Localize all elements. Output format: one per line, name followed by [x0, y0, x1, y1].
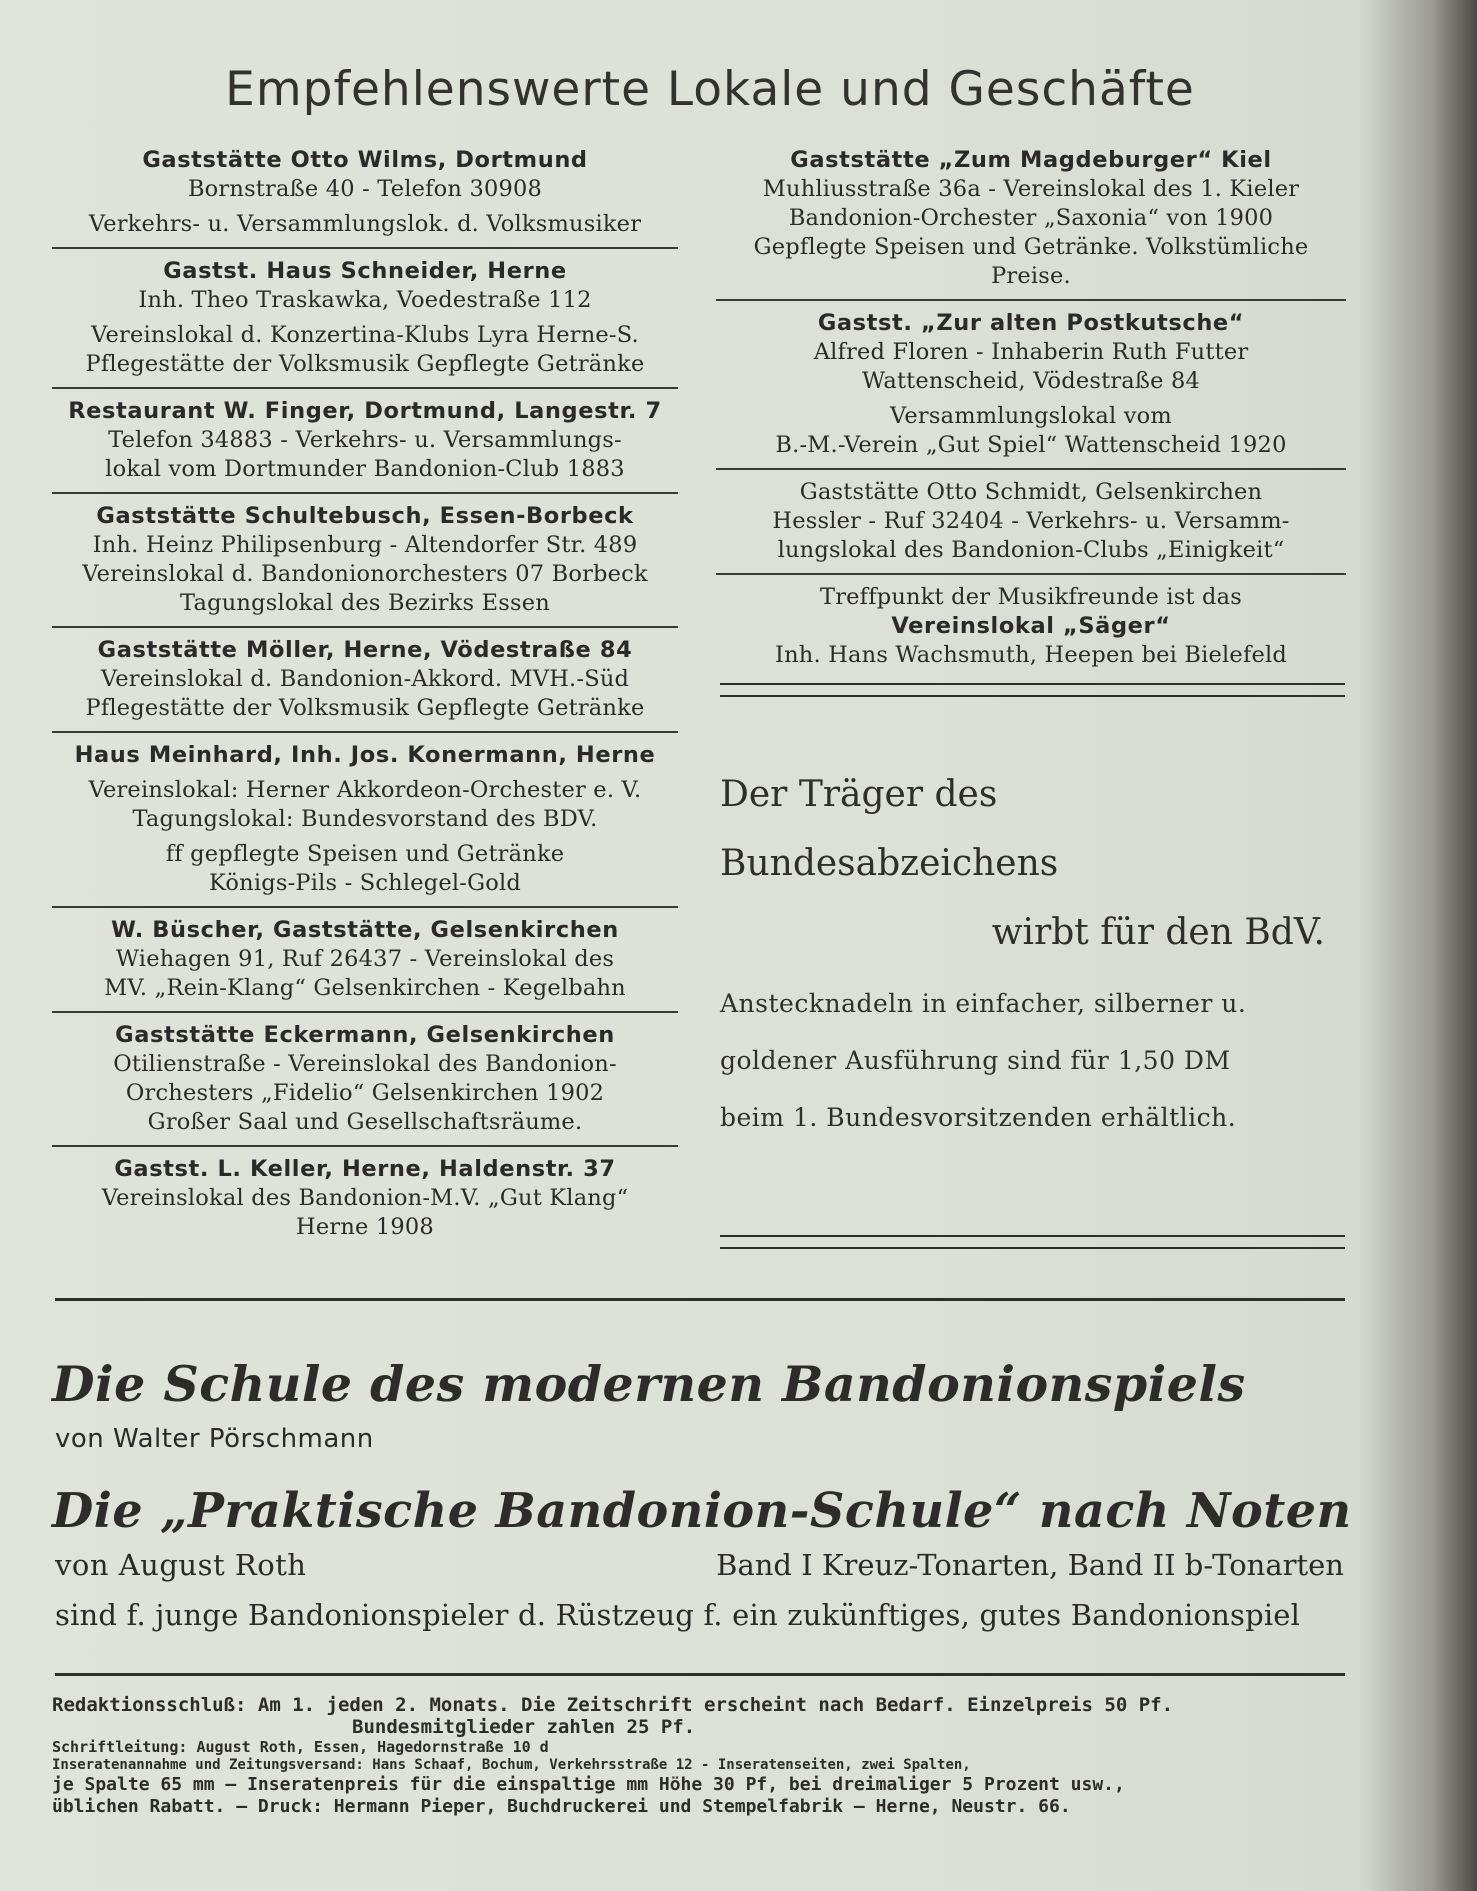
ad-line: lungslokal des Bandonion-Clubs „Einigkeit“	[777, 537, 1285, 563]
ad-line: Pflegestätte der Volksmusik Gepflegte Getränke	[85, 351, 645, 377]
promo-detail-2: goldener Ausführung sind für 1,50 DM	[720, 1046, 1231, 1075]
ad-entry	[716, 146, 1346, 299]
ad-line: Wiehagen 91, Ruf 26437 - Vereinslokal des	[115, 946, 615, 972]
ad-name: Gaststätte Otto Wilms, Dortmund	[142, 147, 588, 173]
badge-promo	[720, 760, 1345, 1146]
ad-entry	[52, 247, 678, 387]
book-note: sind f. junge Bandonionspieler d. Rüstzeug f. ein zukünftiges, gutes Bandonionspiel	[55, 1598, 1301, 1632]
ad-line: Bandonion-Orchester „Saxonia“ von 1900	[788, 205, 1274, 231]
ad-line: Vereinslokal: Herner Akkordeon-Orchester e. V.	[88, 777, 642, 803]
ad-line: Wattenscheid, Vödestraße 84	[861, 368, 1201, 394]
ad-line: Vereinslokal d. Bandonionorchesters 07 Borbeck	[82, 561, 648, 587]
ad-line: Vereinslokal d. Konzertina-Klubs Lyra Herne-S.	[91, 322, 639, 348]
double-rule	[720, 683, 1345, 697]
promo-line-2: Bundesabzeichens	[720, 843, 1059, 884]
ad-line: Treffpunkt der Musikfreunde ist das	[819, 584, 1243, 610]
ad-line: Großer Saal und Gesellschaftsräume.	[147, 1109, 583, 1135]
imprint-line: je Spalte 65 mm — Inseratenpreis für die einspaltige mm Höhe 30 Pf, bei dreimaliger 5 Prozent usw.,	[52, 1774, 1125, 1795]
imprint-line: üblichen Rabatt. — Druck: Hermann Pieper, Buchdruckerei und Stempelfabrik — Herne, Neustr. 66.	[52, 1796, 1071, 1817]
imprint-line: Inseratenannahme und Zeitungsversand: Hans Schaaf, Bochum, Verkehrsstraße 12 - Inseratenseiten, zwei Spalten,	[52, 1757, 971, 1773]
ad-name: Gaststätte Schultebusch, Essen-Borbeck	[96, 503, 634, 529]
promo-detail-1: Anstecknadeln in einfacher, silberner u.	[720, 989, 1247, 1018]
ad-line: Tagungslokal: Bundesvorstand des BDV.	[132, 806, 598, 832]
ad-name: Gastst. „Zur alten Postkutsche“	[817, 310, 1245, 336]
ad-entry	[52, 1011, 678, 1145]
ad-line: Inh. Theo Traskawka, Voedestraße 112	[138, 287, 592, 313]
ad-line: Verkehrs- u. Versammlungslok. d. Volksmusiker	[88, 211, 642, 237]
ad-line: Pflegestätte der Volksmusik Gepflegte Getränke	[85, 695, 645, 721]
promo-line-3: wirbt für den BdV.	[991, 912, 1325, 953]
book-author-1: von Walter Pörschmann	[55, 1424, 374, 1454]
ad-name: Gaststätte Möller, Herne, Vödestraße 84	[97, 637, 633, 663]
ad-entry	[52, 492, 678, 626]
ad-name: Gaststätte „Zum Magdeburger“ Kiel	[790, 147, 1272, 173]
ad-entry	[52, 1145, 678, 1250]
book-author-2: von August Roth	[55, 1548, 307, 1582]
ad-entry	[52, 731, 678, 906]
ad-line: Königs-Pils - Schlegel-Gold	[208, 870, 522, 896]
ad-line: Muhliusstraße 36a - Vereinslokal des 1. Kieler	[762, 176, 1300, 202]
ad-name: Gastst. L. Keller, Herne, Haldenstr. 37	[114, 1156, 616, 1182]
double-rule	[720, 1235, 1345, 1249]
ad-entry	[52, 146, 678, 247]
ad-line: Inh. Hans Wachsmuth, Heepen bei Bielefeld	[775, 642, 1287, 668]
ad-line: Vereinslokal d. Bandonion-Akkord. MVH.-Süd	[100, 666, 630, 692]
ad-line: B.-M.-Verein „Gut Spiel“ Wattenscheid 1920	[775, 432, 1287, 458]
ad-line: lokal vom Dortmunder Bandonion-Club 1883	[105, 456, 625, 482]
ad-entry	[716, 573, 1346, 678]
ad-entry	[52, 906, 678, 1011]
book-bands: Band I Kreuz-Tonarten, Band II b-Tonarten	[716, 1548, 1344, 1582]
ad-line: Bornstraße 40 - Telefon 30908	[187, 176, 543, 202]
ad-name: Haus Meinhard, Inh. Jos. Konermann, Herne	[74, 742, 656, 768]
ad-line: Telefon 34883 - Verkehrs- u. Versammlungs-	[108, 427, 622, 453]
ad-line: MV. „Rein-Klang“ Gelsenkirchen - Kegelbahn	[104, 975, 626, 1001]
imprint-line: Redaktionsschluß: Am 1. jeden 2. Monats. Die Zeitschrift erscheint nach Bedarf. Einzelpreis 50 Pf.	[52, 1694, 1174, 1716]
ad-line: Tagungslokal des Bezirks Essen	[180, 590, 550, 616]
promo-detail-3: beim 1. Bundesvorsitzenden erhältlich.	[720, 1103, 1237, 1132]
ad-name: Gaststätte Eckermann, Gelsenkirchen	[115, 1022, 615, 1048]
imprint	[52, 1694, 1352, 1818]
book-title-1: Die Schule des modernen Bandonionspiels	[52, 1355, 1246, 1413]
right-ads-column	[716, 146, 1346, 678]
imprint-line: Bundesmitglieder zahlen 25 Pf.	[352, 1716, 696, 1738]
ad-entry	[52, 387, 678, 492]
page-title: Empfehlenswerte Lokale und Geschäfte	[225, 62, 1195, 117]
imprint-line: Schriftleitung: August Roth, Essen, Hagedornstraße 10 d	[52, 1738, 549, 1756]
divider	[55, 1673, 1345, 1676]
ad-entry	[52, 626, 678, 731]
ad-line: Hessler - Ruf 32404 - Verkehrs- u. Versamm-	[772, 508, 1290, 534]
promo-line-1: Der Träger des	[720, 774, 998, 815]
ad-line: Orchesters „Fidelio“ Gelsenkirchen 1902	[125, 1080, 605, 1106]
book-title-2: Die „Praktische Bandonion-Schule“ nach Noten	[52, 1483, 1352, 1539]
ad-entry	[716, 468, 1346, 573]
ad-line: Herne 1908	[296, 1214, 434, 1240]
ad-line: Otilienstraße - Vereinslokal des Bandonion-	[113, 1051, 617, 1077]
ad-line: Gepflegte Speisen und Getränke. Volkstümliche	[753, 234, 1309, 260]
divider	[55, 1298, 1345, 1301]
ad-line: Versammlungslokal vom	[890, 403, 1172, 429]
ad-line: Gaststätte Otto Schmidt, Gelsenkirchen	[799, 479, 1263, 505]
ad-line: Inh. Heinz Philipsenburg - Altendorfer Str. 489	[92, 532, 638, 558]
ad-line: Alfred Floren - Inhaberin Ruth Futter	[813, 339, 1249, 365]
ad-name: Restaurant W. Finger, Dortmund, Langestr. 7	[68, 398, 662, 424]
ad-name: W. Büscher, Gaststätte, Gelsenkirchen	[111, 917, 619, 943]
ad-entry	[716, 299, 1346, 468]
ad-name: Gastst. Haus Schneider, Herne	[163, 258, 567, 284]
ad-name: Vereinslokal „Säger“	[891, 613, 1171, 639]
left-ads-column	[52, 146, 678, 1250]
ad-line: ff gepflegte Speisen und Getränke	[165, 841, 565, 867]
ad-line: Vereinslokal des Bandonion-M.V. „Gut Klang“	[101, 1185, 629, 1211]
ad-line: Preise.	[991, 263, 1071, 289]
